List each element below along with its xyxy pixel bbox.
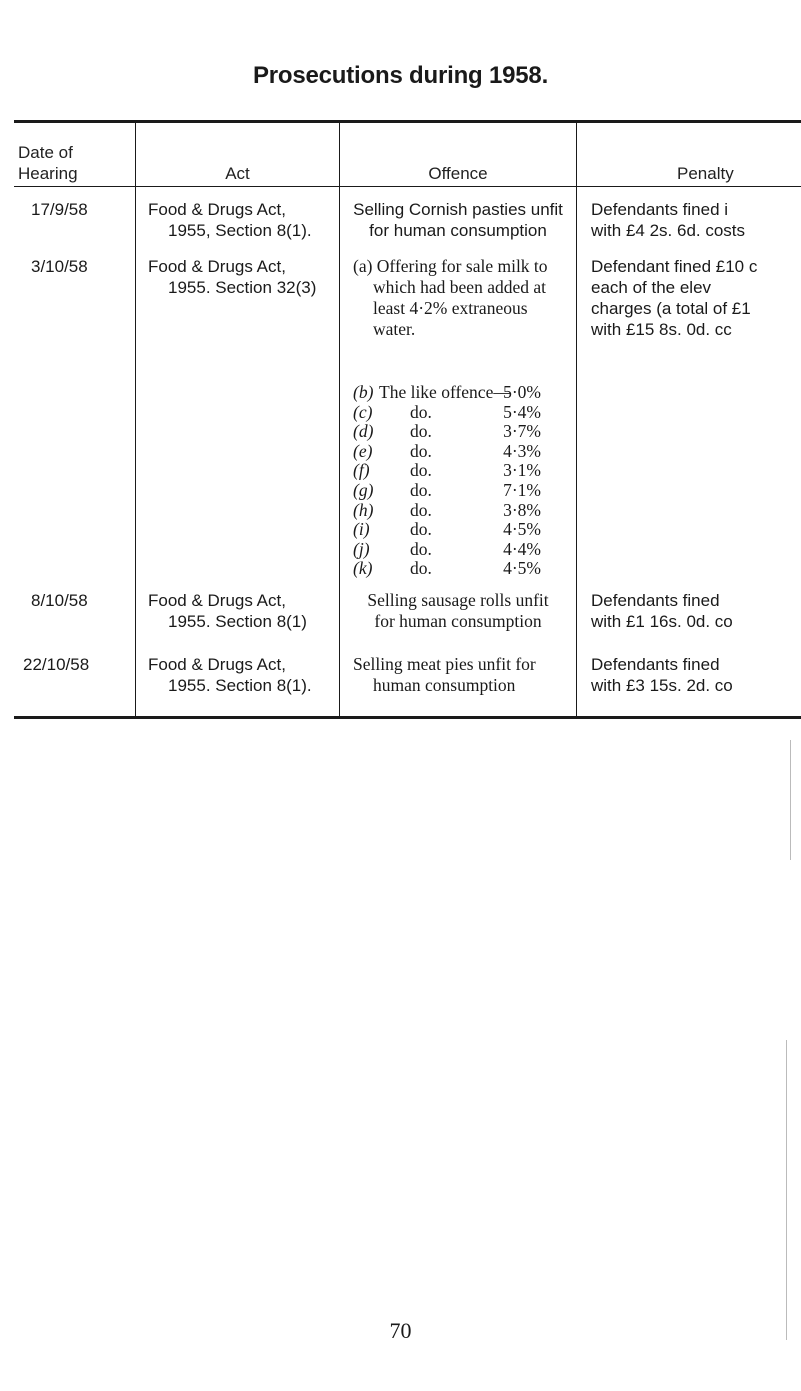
header-penalty: Penalty	[677, 164, 734, 183]
sub-offence-text: do.	[410, 421, 432, 442]
row-4-offence-line-1: Selling meat pies unfit for	[353, 654, 536, 674]
row-4-offence	[353, 654, 536, 696]
row-4-act-line-2: 1955. Section 8(1).	[168, 676, 312, 695]
row-4-act	[148, 654, 312, 696]
header-offence: Offence	[428, 164, 488, 183]
row-1-penalty	[591, 199, 801, 241]
row-1-act	[148, 199, 312, 241]
row-1-offence	[340, 199, 576, 241]
row-2-date: 3/10/58	[31, 257, 88, 276]
row-3-penalty-line-2: with £1 16s. 0d. co	[591, 612, 733, 631]
sub-offence-percent: 5·4%	[503, 401, 541, 422]
sub-offence-item	[353, 500, 553, 520]
sub-offence-text: The like offence—	[379, 382, 511, 402]
row-4-offence-line-2: human consumption	[373, 675, 516, 695]
row-3-offence-line-2: for human consumption	[374, 611, 542, 631]
column-divider-1	[135, 122, 136, 718]
sub-offence-letter: (k)	[353, 558, 373, 579]
sub-offence-letter: (e)	[353, 440, 373, 461]
sub-offence-text: do.	[410, 538, 432, 559]
row-3-act-line-2: 1955. Section 8(1)	[168, 612, 307, 631]
page-number: 70	[389, 1318, 412, 1343]
row-2-penalty-line-1: Defendant fined £10 c	[591, 257, 758, 276]
row-1-offence-line-1: Selling Cornish pasties unfit	[353, 200, 563, 219]
sub-offence-percent: 4·5%	[503, 519, 541, 540]
row-3-penalty-line-1: Defendants fined	[591, 591, 720, 610]
row-1-act-line-1: Food & Drugs Act,	[148, 200, 286, 219]
sub-offence-percent: 4·3%	[503, 440, 541, 461]
sub-offence-text: do.	[410, 558, 432, 579]
sub-offence-item	[353, 480, 553, 500]
column-divider-3	[576, 122, 577, 718]
header-act: Act	[225, 164, 250, 183]
page-title: Prosecutions during 1958.	[252, 62, 549, 89]
header-date-line-1: Date of	[18, 143, 73, 162]
sub-offence-item	[353, 382, 553, 402]
row-2-penalty-line-4: with £15 8s. 0d. cc	[591, 320, 732, 339]
row-2-offence-line-3: least 4·2% extraneous	[373, 298, 528, 318]
row-2-act-line-2: 1955. Section 32(3)	[168, 278, 317, 297]
sub-offence-percent: 7·1%	[503, 480, 541, 500]
row-2-act-line-1: Food & Drugs Act,	[148, 257, 286, 276]
row-1-penalty-line-2: with £4 2s. 6d. costs	[591, 221, 746, 240]
table-header-rule	[14, 186, 801, 187]
row-2-offence-line-4: water.	[373, 319, 416, 339]
sub-offence-letter: (c)	[353, 401, 373, 422]
row-4-act-line-1: Food & Drugs Act,	[148, 655, 286, 674]
row-4-penalty-line-1: Defendants fined	[591, 655, 720, 674]
sub-offence-item	[353, 519, 553, 539]
sub-offence-letter: (j)	[353, 538, 370, 559]
row-4-date: 22/10/58	[23, 655, 90, 674]
sub-offence-percent: 4·5%	[503, 558, 541, 579]
sub-offence-percent: 5·0%	[503, 382, 541, 402]
sub-offence-letter: (g)	[353, 480, 374, 500]
table-top-rule	[14, 120, 801, 123]
sub-offence-letter: (h)	[353, 499, 374, 520]
row-2-offence-line-1: (a) Offering for sale milk to	[353, 256, 548, 276]
row-2-act	[148, 256, 316, 298]
sub-offence-letter: (b)	[353, 382, 374, 402]
row-1-offence-line-2: for human consumption	[369, 221, 547, 240]
sub-offence-text: do.	[410, 499, 432, 520]
row-3-act	[148, 590, 307, 632]
row-1-date: 17/9/58	[31, 200, 88, 219]
row-2-penalty-line-3: charges (a total of £1	[591, 299, 751, 318]
sub-offence-letter: (f)	[353, 460, 370, 481]
sub-offence-text: do.	[410, 519, 432, 540]
sub-offence-letter: (d)	[353, 421, 374, 442]
row-4-penalty-line-2: with £3 15s. 2d. co	[591, 676, 733, 695]
sub-offence-item	[353, 421, 553, 441]
row-2-offence	[353, 256, 565, 340]
row-3-penalty	[591, 590, 801, 632]
row-3-offence-line-1: Selling sausage rolls unfit	[367, 590, 549, 610]
row-3-offence	[340, 590, 576, 632]
sub-offence-percent: 3·7%	[503, 421, 541, 442]
row-4-penalty	[591, 654, 801, 696]
sub-offence-text: do.	[410, 440, 432, 461]
sub-offence-text: do.	[410, 401, 432, 422]
header-date-line-2: Hearing	[18, 164, 78, 183]
sub-offence-item	[353, 460, 553, 480]
sub-offence-percent: 3·8%	[503, 499, 541, 520]
sub-offence-percent: 4·4%	[503, 538, 541, 559]
row-3-act-line-1: Food & Drugs Act,	[148, 591, 286, 610]
row-1-penalty-line-1: Defendants fined i	[591, 200, 729, 219]
sub-offence-item	[353, 558, 553, 578]
scan-edge-mark	[790, 740, 791, 860]
row-2-penalty-line-2: each of the elev	[591, 278, 712, 297]
sub-offence-text: do.	[410, 460, 432, 481]
sub-offence-item	[353, 402, 553, 422]
row-3-date: 8/10/58	[31, 591, 88, 610]
sub-offence-letter: (i)	[353, 519, 370, 540]
row-1-act-line-2: 1955, Section 8(1).	[168, 221, 312, 240]
table-bottom-rule	[14, 716, 801, 719]
row-2-offence-line-2: which had been added at	[373, 277, 546, 297]
sub-offence-item	[353, 539, 553, 559]
header-date	[18, 142, 78, 184]
sub-offence-text: do.	[410, 480, 432, 500]
sub-offence-percent: 3·1%	[503, 460, 541, 481]
row-2-penalty	[591, 256, 801, 340]
scan-edge-mark	[786, 1040, 787, 1340]
sub-offence-item	[353, 441, 553, 461]
